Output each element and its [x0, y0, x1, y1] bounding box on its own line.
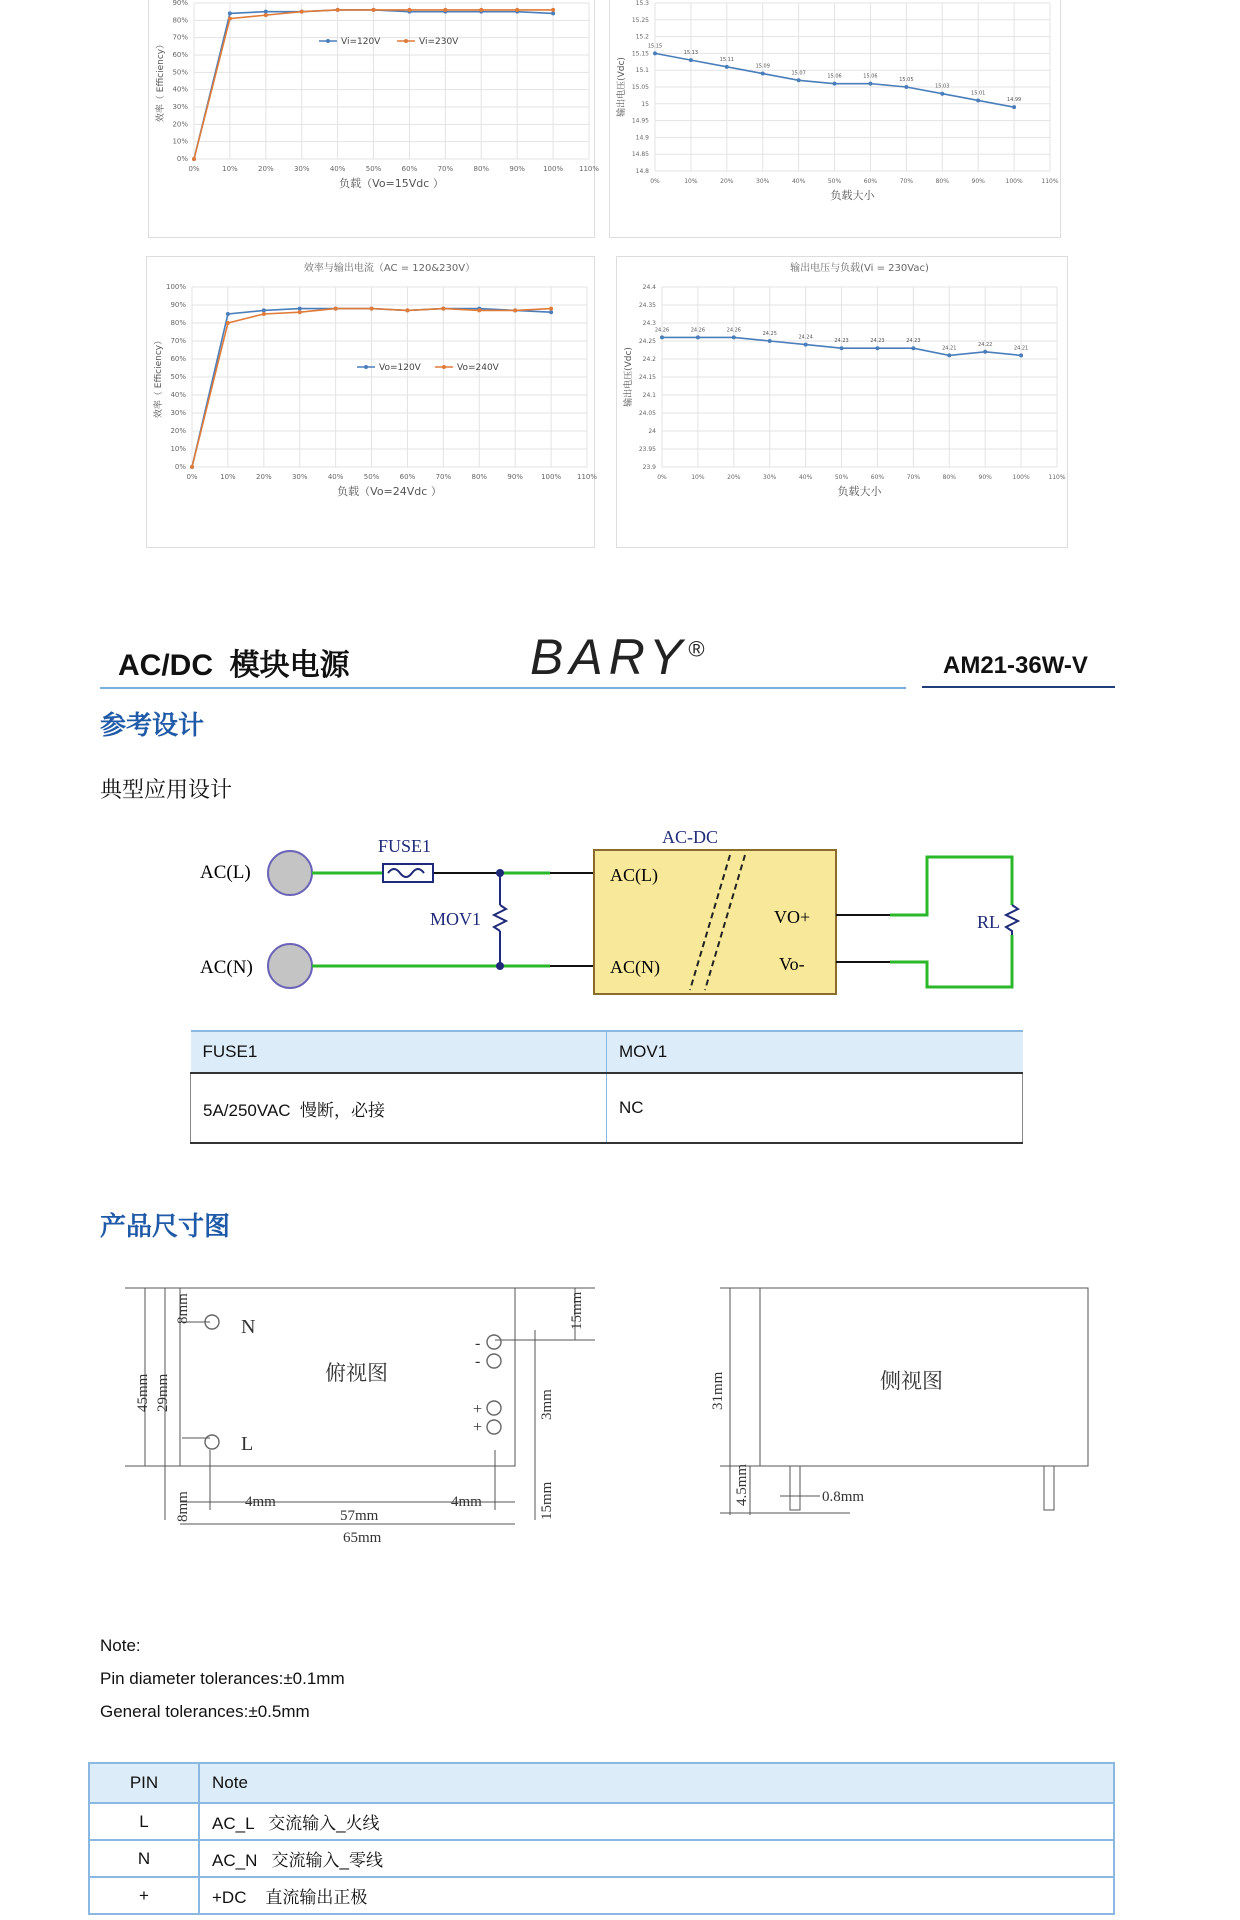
- mov-label: MOV1: [430, 909, 482, 929]
- data-point: [443, 8, 447, 12]
- data-label: 24.21: [1013, 345, 1029, 352]
- dim-15mm-right: 15mm: [569, 1291, 585, 1330]
- module-in-l: AC(L): [610, 865, 658, 885]
- y-tick-label: 24.2: [642, 356, 656, 363]
- header-left-title: AC/DC 模块电源: [118, 649, 350, 682]
- y-tick-label: 24: [648, 428, 656, 435]
- x-tick-label: 110%: [1041, 178, 1059, 185]
- dim-31mm: 31mm: [710, 1371, 726, 1410]
- pin-cell: L: [89, 1803, 199, 1840]
- dim-0-8mm: 0.8mm: [822, 1489, 865, 1505]
- x-tick-label: 70%: [899, 178, 914, 185]
- y-tick-label: 14.8: [635, 168, 649, 175]
- chart-title: 输出电压与负载(Vi = 230Vac): [790, 263, 929, 274]
- dim-15mm-bottom: 15mm: [539, 1481, 555, 1520]
- efficiency-chart-15v-svg: [149, 0, 600, 237]
- efficiency-chart-15v: [148, 0, 600, 238]
- x-tick-label: 40%: [791, 178, 806, 185]
- data-label: 15.01: [971, 90, 986, 97]
- data-point: [515, 8, 519, 12]
- y-tick-label: 20%: [172, 120, 188, 129]
- dim-29mm: 29mm: [155, 1373, 171, 1412]
- x-tick-label: 90%: [971, 178, 985, 185]
- data-point: [262, 308, 266, 312]
- pin-cell: N: [89, 1840, 199, 1877]
- data-point: [190, 465, 194, 469]
- pin-row-plus: [89, 1877, 1114, 1914]
- legend-marker: [404, 39, 408, 43]
- rl-label: RL: [977, 912, 1001, 932]
- y-tick-label: 30%: [170, 409, 186, 417]
- ref-table-header-fuse: FUSE1: [191, 1031, 607, 1073]
- terminal-acl: [268, 851, 312, 895]
- data-label: 24.22: [978, 341, 993, 348]
- x-axis-label: 负载（Vo=24Vdc ）: [337, 485, 442, 498]
- data-point: [1019, 353, 1023, 357]
- data-point: [262, 312, 266, 316]
- pin-row-l: [89, 1803, 1114, 1840]
- x-tick-label: 80%: [935, 178, 949, 185]
- x-tick-label: 20%: [256, 473, 272, 481]
- data-label: 15.09: [755, 63, 770, 70]
- side-view-label: 侧视图: [880, 1369, 943, 1393]
- ref-table-header-mov: MOV1: [607, 1031, 1023, 1073]
- data-point: [405, 308, 409, 312]
- module-vo-minus: Vo-: [779, 954, 805, 974]
- data-point: [840, 346, 844, 350]
- x-axis-label: 负载大小: [837, 485, 882, 498]
- data-point: [804, 343, 808, 347]
- y-tick-label: 20%: [170, 427, 186, 435]
- x-axis-label: 负载大小: [830, 189, 875, 202]
- y-tick-label: 24.4: [642, 284, 656, 291]
- x-tick-label: 110%: [1048, 474, 1066, 481]
- x-tick-label: 50%: [365, 165, 382, 173]
- x-tick-label: 30%: [293, 165, 310, 173]
- x-tick-label: 70%: [435, 473, 452, 481]
- minus-sign-1: -: [475, 1335, 481, 1352]
- data-point: [336, 8, 340, 12]
- dim-4-5mm: 4.5mm: [734, 1463, 750, 1506]
- data-point: [868, 82, 872, 86]
- legend-marker: [326, 39, 330, 43]
- x-tick-label: 90%: [509, 165, 525, 173]
- data-label: 15.13: [683, 50, 699, 57]
- data-point: [441, 307, 445, 311]
- note-title: Note:: [100, 1636, 141, 1655]
- data-label: 15.15: [647, 43, 663, 50]
- y-tick-label: 80%: [170, 319, 186, 327]
- data-point: [298, 307, 302, 311]
- data-label: 24.26: [726, 327, 741, 334]
- y-tick-label: 100%: [165, 283, 186, 291]
- x-tick-label: 60%: [863, 178, 878, 185]
- x-tick-label: 30%: [291, 473, 308, 481]
- pin-note-cell: AC_L 交流输入_火线: [199, 1803, 1114, 1840]
- x-tick-label: 40%: [327, 473, 344, 481]
- y-tick-label: 15.3: [635, 0, 649, 7]
- data-label: 15.11: [719, 56, 734, 63]
- data-label: 24.21: [942, 345, 957, 352]
- y-axis-label: 效率（ Efficiency）: [156, 39, 166, 123]
- dim-57mm: 57mm: [340, 1508, 379, 1524]
- x-tick-label: 90%: [978, 474, 992, 481]
- module-in-n: AC(N): [610, 957, 660, 977]
- minus-sign-2: -: [475, 1353, 481, 1370]
- header-right-rule: [922, 686, 1115, 688]
- voltage-chart-24v: [616, 256, 1068, 548]
- y-tick-label: 50%: [170, 373, 186, 381]
- data-label: 15.05: [899, 77, 914, 83]
- y-tick-label: 10%: [172, 137, 188, 146]
- pin-note-cell: AC_N 交流输入_零线: [199, 1840, 1114, 1877]
- data-label: 15.06: [863, 73, 878, 80]
- data-point: [226, 312, 230, 316]
- data-point: [192, 157, 196, 161]
- dim-8mm-top: 8mm: [175, 1293, 191, 1324]
- x-tick-label: 80%: [471, 473, 488, 481]
- y-tick-label: 24.3: [642, 320, 656, 327]
- x-tick-label: 70%: [906, 474, 921, 481]
- data-label: 24.25: [762, 331, 777, 337]
- y-tick-label: 15.2: [635, 33, 649, 41]
- mov-symbol: [494, 905, 506, 931]
- data-point: [551, 11, 555, 15]
- x-tick-label: 20%: [258, 165, 274, 173]
- data-label: 24.26: [690, 327, 706, 334]
- data-point: [976, 98, 980, 102]
- dim-8mm-bottom: 8mm: [175, 1491, 191, 1522]
- y-tick-label: 40%: [170, 391, 186, 399]
- dimensions-title: 产品尺寸图: [100, 1211, 231, 1241]
- data-point: [549, 307, 553, 311]
- x-tick-label: 10%: [222, 165, 238, 173]
- y-tick-label: 90%: [170, 301, 186, 309]
- y-tick-label: 24.15: [638, 374, 656, 381]
- data-point: [334, 307, 338, 311]
- fuse-label: FUSE1: [378, 836, 432, 856]
- data-point: [264, 10, 268, 14]
- module-label: AC-DC: [662, 827, 719, 847]
- data-label: 15.06: [827, 73, 842, 80]
- data-point: [549, 310, 553, 314]
- y-tick-label: 40%: [172, 85, 188, 94]
- y-tick-label: 0%: [176, 155, 188, 163]
- data-point: [833, 82, 837, 86]
- data-point: [372, 8, 376, 12]
- y-tick-label: 23.95: [638, 446, 656, 453]
- x-tick-label: 70%: [437, 165, 454, 173]
- pin-table-header-note: Note: [199, 1763, 1114, 1803]
- x-tick-label: 110%: [576, 473, 598, 481]
- y-tick-label: 24.05: [638, 410, 656, 417]
- data-label: 14.99: [1006, 97, 1022, 104]
- y-tick-label: 24.1: [642, 392, 656, 399]
- x-tick-label: 80%: [473, 165, 490, 173]
- y-axis-label: 输出电压(Vdc): [624, 347, 634, 407]
- data-point: [1012, 105, 1016, 109]
- header-model: AM21-36W-V: [943, 652, 1088, 679]
- x-tick-label: 20%: [720, 178, 734, 185]
- chart-title: 效率与输出电流（AC = 120&230V）: [303, 263, 476, 274]
- rl-symbol: [1006, 905, 1018, 935]
- brand-logo: [530, 628, 711, 686]
- y-tick-label: 24.35: [638, 302, 656, 309]
- data-point: [725, 65, 729, 69]
- ref-table-cell-fuse: 5A/250VAC 慢断，必接: [191, 1073, 607, 1143]
- pin-table-header-pin: PIN: [89, 1763, 199, 1803]
- y-tick-label: 60%: [170, 355, 186, 363]
- application-schematic: [190, 825, 1090, 1005]
- data-label: 24.23: [834, 338, 849, 345]
- data-point: [226, 321, 230, 325]
- header-left-rule: [100, 687, 906, 689]
- y-tick-label: 15: [641, 100, 649, 108]
- top-view-label: 俯视图: [325, 1361, 388, 1385]
- data-label: 24.23: [870, 338, 885, 345]
- data-point: [407, 8, 411, 12]
- registered-mark: ®: [688, 636, 711, 662]
- y-tick-label: 15.1: [635, 67, 649, 75]
- efficiency-chart-24v-svg: [147, 257, 598, 547]
- data-point: [732, 335, 736, 339]
- dim-4mm-left: 4mm: [245, 1494, 276, 1510]
- x-tick-label: 30%: [763, 474, 777, 481]
- x-tick-label: 100%: [541, 473, 562, 481]
- data-point: [696, 335, 700, 339]
- y-tick-label: 15.15: [631, 50, 649, 58]
- x-tick-label: 110%: [578, 165, 600, 173]
- efficiency-chart-24v: [146, 256, 598, 548]
- x-tick-label: 0%: [657, 474, 667, 481]
- x-tick-label: 50%: [834, 474, 849, 481]
- legend-label: Vi=120V: [341, 37, 381, 47]
- pin-table: [88, 1762, 1115, 1915]
- legend-marker: [442, 365, 446, 369]
- note-general-tolerance: General tolerances:±0.5mm: [100, 1702, 310, 1721]
- y-axis-label: 效率（ Efficiency）: [154, 335, 164, 419]
- y-tick-label: 14.85: [631, 151, 649, 159]
- voltage-chart-15v-svg: [610, 0, 1060, 237]
- data-point: [983, 350, 987, 354]
- x-tick-label: 60%: [401, 165, 418, 173]
- data-point: [940, 92, 944, 96]
- x-tick-label: 0%: [650, 178, 660, 185]
- data-point: [477, 308, 481, 312]
- plus-sign-2: +: [473, 1419, 483, 1436]
- dim-65mm: 65mm: [343, 1530, 382, 1546]
- x-tick-label: 90%: [507, 473, 523, 481]
- legend-marker: [364, 365, 368, 369]
- top-view-drawing: [115, 1270, 615, 1550]
- data-point: [904, 85, 908, 89]
- x-tick-label: 100%: [1012, 474, 1030, 481]
- data-point: [797, 78, 801, 82]
- y-tick-label: 14.9: [635, 134, 649, 142]
- ref-design-subtitle: 典型应用设计: [100, 777, 233, 802]
- data-point: [479, 8, 483, 12]
- y-tick-label: 23.9: [642, 464, 656, 471]
- x-tick-label: 40%: [798, 474, 813, 481]
- data-label: 24.23: [906, 338, 921, 345]
- y-tick-label: 10%: [170, 445, 186, 453]
- y-tick-label: 30%: [172, 103, 188, 111]
- data-point: [298, 310, 302, 314]
- x-tick-label: 60%: [399, 473, 416, 481]
- x-tick-label: 100%: [1005, 178, 1023, 185]
- brand-logo-text: BARY: [530, 629, 689, 685]
- x-tick-label: 0%: [186, 473, 198, 481]
- y-tick-label: 50%: [172, 68, 188, 77]
- voltage-chart-15v: [609, 0, 1061, 238]
- x-tick-label: 0%: [188, 165, 200, 173]
- x-tick-label: 40%: [329, 165, 346, 173]
- data-point: [660, 335, 664, 339]
- x-tick-label: 10%: [691, 474, 705, 481]
- y-tick-label: 0%: [174, 463, 186, 471]
- pin-cell: +: [89, 1877, 199, 1914]
- ref-design-table: [190, 1030, 1023, 1144]
- data-point: [370, 307, 374, 311]
- data-point: [947, 353, 951, 357]
- data-point: [761, 72, 765, 76]
- data-point: [689, 58, 693, 62]
- data-label: 15.07: [791, 70, 806, 77]
- data-label: 24.24: [798, 334, 813, 341]
- legend-label: Vi=230V: [419, 37, 459, 47]
- note-pin-tolerance: Pin diameter tolerances:±0.1mm: [100, 1669, 345, 1688]
- ref-design-title: 参考设计: [100, 710, 205, 740]
- y-tick-label: 60%: [172, 51, 188, 59]
- pin-note-cell: +DC 直流输出正极: [199, 1877, 1114, 1914]
- y-tick-label: 15.25: [631, 16, 649, 24]
- module-vo-plus: VO+: [774, 907, 811, 927]
- ref-table-cell-mov: NC: [607, 1073, 1023, 1143]
- x-tick-label: 10%: [684, 178, 698, 185]
- y-tick-label: 90%: [172, 0, 188, 7]
- data-point: [875, 346, 879, 350]
- data-point: [228, 11, 232, 15]
- dim-4mm-right: 4mm: [451, 1494, 482, 1510]
- x-tick-label: 20%: [727, 474, 741, 481]
- pin-row-n: [89, 1840, 1114, 1877]
- data-point: [551, 8, 555, 12]
- legend-label: Vo=120V: [379, 363, 421, 373]
- x-tick-label: 50%: [827, 178, 842, 185]
- data-point: [513, 308, 517, 312]
- data-point: [768, 339, 772, 343]
- data-point: [653, 51, 657, 55]
- pin-l-label: L: [241, 1433, 254, 1455]
- data-point: [300, 10, 304, 14]
- y-tick-label: 14.95: [631, 117, 649, 125]
- data-point: [264, 13, 268, 17]
- x-tick-label: 60%: [870, 474, 885, 481]
- schematic-acl-label: AC(L): [200, 862, 251, 883]
- data-label: 15.03: [935, 83, 950, 90]
- data-point: [911, 346, 915, 350]
- y-tick-label: 24.25: [638, 338, 656, 345]
- side-view-drawing: [700, 1270, 1120, 1530]
- y-tick-label: 15.05: [631, 84, 649, 91]
- y-tick-label: 70%: [170, 337, 186, 345]
- x-tick-label: 30%: [756, 178, 770, 185]
- voltage-chart-24v-svg: [617, 257, 1067, 547]
- pin-n-label: N: [241, 1316, 256, 1338]
- terminal-acn: [268, 944, 312, 988]
- plus-sign-1: +: [473, 1401, 483, 1418]
- fuse-symbol: [383, 864, 433, 882]
- legend-label: Vo=240V: [457, 363, 499, 373]
- y-tick-label: 80%: [172, 16, 188, 25]
- data-label: 24.26: [654, 327, 670, 334]
- data-point: [228, 17, 232, 21]
- y-axis-label: 输出电压(Vdc): [617, 57, 627, 117]
- y-tick-label: 70%: [172, 33, 188, 42]
- x-axis-label: 负载（Vo=15Vdc ）: [339, 177, 444, 190]
- x-tick-label: 50%: [363, 473, 380, 481]
- dim-3mm: 3mm: [539, 1389, 555, 1420]
- x-tick-label: 100%: [543, 165, 564, 173]
- schematic-acn-label: AC(N): [200, 957, 253, 978]
- dim-45mm: 45mm: [135, 1373, 151, 1412]
- x-tick-label: 80%: [942, 474, 956, 481]
- x-tick-label: 10%: [220, 473, 236, 481]
